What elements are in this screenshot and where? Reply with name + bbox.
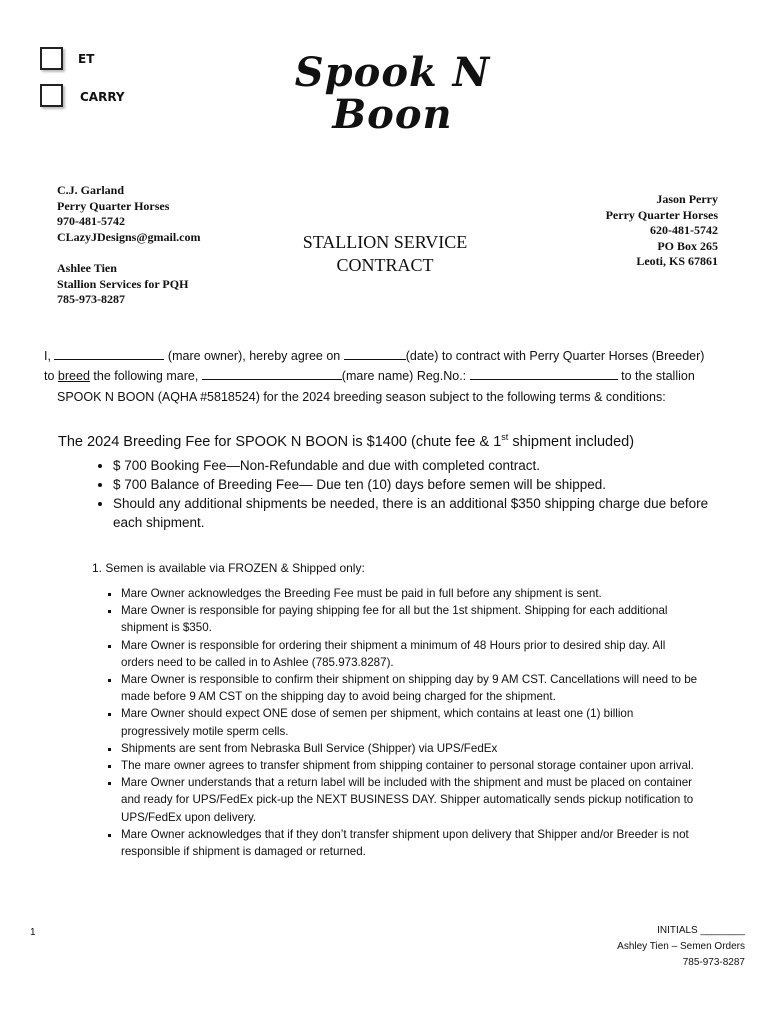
date-field[interactable] (344, 349, 406, 360)
reg-no-field[interactable] (470, 369, 618, 380)
footer-phone: 785-973-8287 (682, 957, 745, 968)
contact-po-box: PO Box 265 (657, 238, 718, 253)
title-line-2: CONTRACT (336, 255, 434, 275)
list-item: • $ 700 Balance of Breeding Fee— Due ten (10) days before semen will be shipped. (113, 475, 723, 494)
page-number: 1 (30, 927, 36, 938)
list-item: ▪ Mare Owner acknowledges that if they don’t transfer shipment upon delivery that Shipper and/or Breeder is not responsible if shipment is damaged or returned. (121, 826, 701, 860)
left-contact (57, 183, 200, 308)
terms-list (104, 585, 701, 860)
agreement-line-2 (44, 366, 695, 386)
text: shipment included) (508, 433, 635, 450)
page-title (270, 231, 500, 277)
list-item: ▪ Mare Owner acknowledges the Breeding Fee must be paid in full before any shipment is sent. (121, 585, 701, 602)
agreement-line-3: SPOOK N BOON (AQHA #5818524) for the 2024 breeding season subject to the following terms & conditions: (57, 390, 666, 404)
text: (date) to contract with Perry Quarter Horses (Breeder) (405, 349, 705, 363)
contact-company: Perry Quarter Horses (57, 198, 170, 213)
text: the following mare, (93, 369, 199, 383)
carry-label: CARRY (80, 90, 125, 104)
text: to (44, 369, 55, 383)
footer-contact: Ashley Tien – Semen Orders (617, 941, 745, 952)
list-item: ▪ Mare Owner is responsible for ordering their shipment a minimum of 48 Hours prior to desired ship day. All orders need to be called in to Ashlee (785.973.8287). (121, 637, 701, 671)
contact-phone: 970-481-5742 (57, 214, 125, 229)
list-item: ▪ Mare Owner understands that a return label will be included with the shipment and must be placed on container and ready for UPS/FedEx pick-up the NEXT BUSINESS DAY. Shipper automatically sends pickup notification to UPS/FedEx upon delivery. (121, 774, 701, 826)
text: The 2024 Breeding Fee for SPOOK N BOON is $1400 (chute fee & 1 (58, 433, 502, 450)
right-contact (606, 192, 718, 270)
list-item: ▪ The mare owner agrees to transfer shipment from shipping container to personal storage container upon arrival. (121, 757, 701, 774)
list-item: • Should any additional shipments be needed, there is an additional $350 shipping charge due before each shipment. (113, 494, 723, 532)
text: to the stallion (621, 369, 695, 383)
contact-phone: 785-973-8287 (57, 292, 125, 307)
breeding-fee (58, 427, 634, 452)
contact-name: C.J. Garland (57, 183, 125, 197)
contact-city: Leoti, KS 67861 (636, 254, 718, 269)
text: (mare name) Reg.No.: (341, 369, 467, 383)
list-item: • $ 700 Booking Fee—Non-Refundable and due with completed contract. (113, 456, 723, 475)
list-item: ▪ Mare Owner is responsible to confirm their shipment on shipping day by 9 AM CST. Cancellations will need to be made before 9 AM CST on the shipping day to avoid being charged for the shipment. (121, 671, 701, 705)
logo (285, 49, 500, 138)
et-label: ET (78, 52, 95, 66)
agreement-line-1 (44, 346, 704, 366)
mare-name-field[interactable] (202, 369, 342, 380)
text: st (501, 432, 509, 442)
contact-company: Stallion Services for PQH (57, 276, 189, 291)
title-line-1: STALLION SERVICE (302, 232, 468, 252)
contact-company: Perry Quarter Horses (605, 207, 718, 222)
list-item: ▪ Mare Owner is responsible for paying shipping fee for all but the 1st shipment. Shipping for each additional shipment is $350. (121, 602, 701, 636)
text: breed (57, 369, 90, 383)
contact-name: Ashlee Tien (57, 260, 117, 275)
text: (mare owner), hereby agree on (167, 349, 341, 363)
contact-email: CLazyJDesigns@gmail.com (57, 229, 201, 244)
initials-field[interactable]: INITIALS ________ (657, 925, 745, 936)
contact-phone: 620-481-5742 (650, 223, 718, 238)
mare-owner-field[interactable] (54, 349, 164, 360)
logo-line-2: Boon (332, 91, 453, 138)
fee-list (88, 456, 723, 532)
list-item: ▪ Shipments are sent from Nebraska Bull Service (Shipper) via UPS/FedEx (121, 740, 701, 757)
logo-line-1: Spook N (294, 49, 491, 96)
contact-name: Jason Perry (656, 192, 718, 206)
carry-checkbox[interactable] (40, 84, 63, 107)
text: I, (44, 349, 51, 363)
list-item: ▪ Mare Owner should expect ONE dose of semen per shipment, which contains at least one (1) billion progressively motile sperm cells. (121, 705, 701, 739)
et-checkbox[interactable] (40, 47, 63, 70)
section-1-heading: 1. Semen is available via FROZEN & Shipped only: (92, 561, 365, 575)
footer-block (617, 923, 745, 971)
